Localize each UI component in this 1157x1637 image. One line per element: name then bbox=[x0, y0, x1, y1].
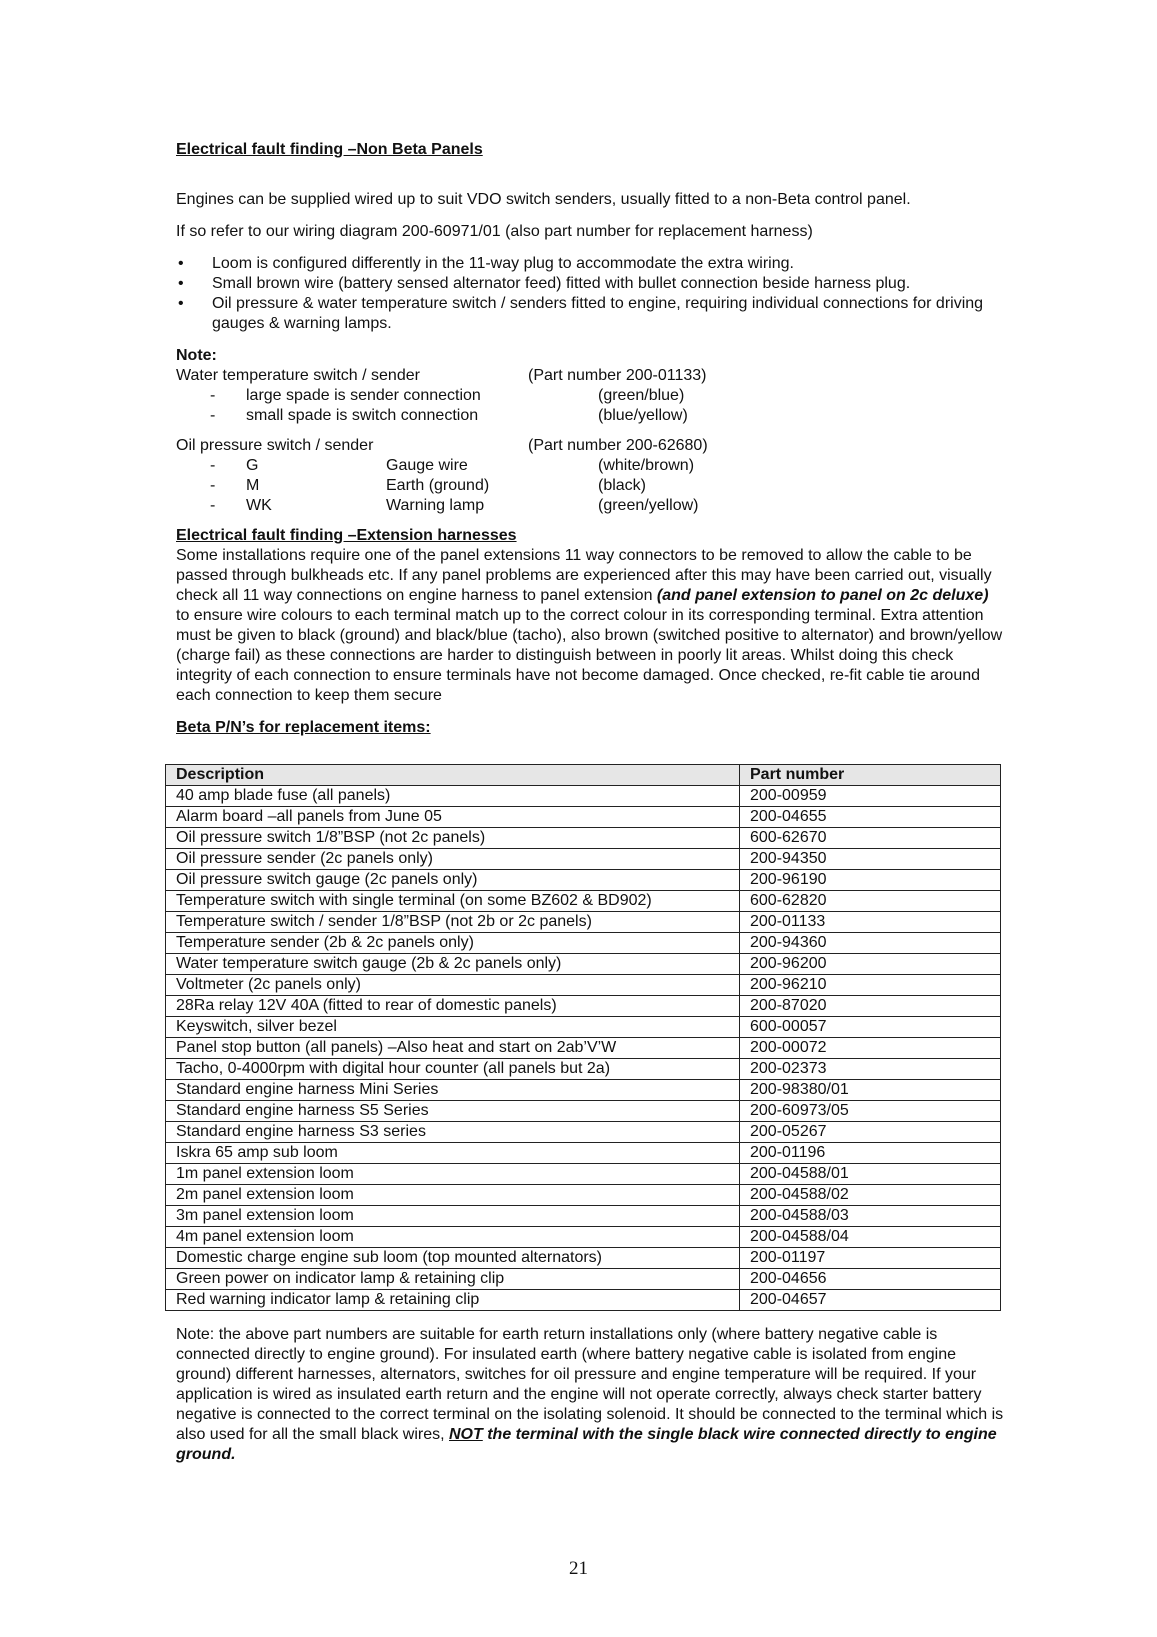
table-row bbox=[166, 1143, 1001, 1164]
table-row bbox=[166, 1269, 1001, 1290]
part-number-cell: 200-96190 bbox=[740, 870, 1001, 891]
part-number-cell: 200-96200 bbox=[740, 954, 1001, 975]
water-sender-title: Water temperature switch / sender bbox=[176, 367, 420, 384]
heading-non-beta-panels: Electrical fault finding –Non Beta Panels bbox=[176, 141, 483, 158]
table-row bbox=[166, 912, 1001, 933]
table-row bbox=[166, 807, 1001, 828]
description-cell: Water temperature switch gauge (2b & 2c panels only) bbox=[166, 954, 740, 975]
list-item: • Small brown wire (battery sensed alternator feed) fitted with bullet connection beside harness plug. bbox=[178, 275, 911, 292]
description-cell: Standard engine harness S5 Series bbox=[166, 1101, 740, 1122]
list-item: • Oil pressure & water temperature switch / senders fitted to engine, requiring individual connections for driving gauges & warning lamps. bbox=[178, 295, 984, 332]
table-row bbox=[166, 1038, 1001, 1059]
bullet-icon: • bbox=[178, 255, 184, 272]
table-header-row bbox=[166, 765, 1001, 786]
description-cell: Alarm board –all panels from June 05 bbox=[166, 807, 740, 828]
table-row bbox=[166, 1080, 1001, 1101]
table-row bbox=[166, 1101, 1001, 1122]
description-cell: Oil pressure switch gauge (2c panels only) bbox=[166, 870, 740, 891]
description-cell: Temperature switch with single terminal (on some BZ602 & BD902) bbox=[166, 891, 740, 912]
table-row bbox=[166, 996, 1001, 1017]
part-number-cell: 600-62670 bbox=[740, 828, 1001, 849]
oil-sender-part: (Part number 200-62680) bbox=[528, 437, 708, 454]
description-cell: Green power on indicator lamp & retaining clip bbox=[166, 1269, 740, 1290]
table-row bbox=[166, 1248, 1001, 1269]
parts-table bbox=[165, 764, 1001, 1311]
table-row bbox=[166, 1290, 1001, 1311]
description-cell: 1m panel extension loom bbox=[166, 1164, 740, 1185]
table-row bbox=[166, 849, 1001, 870]
part-number-cell: 200-04656 bbox=[740, 1269, 1001, 1290]
note-label: Note: bbox=[176, 347, 217, 364]
part-number-cell: 200-96210 bbox=[740, 975, 1001, 996]
description-cell: Temperature sender (2b & 2c panels only) bbox=[166, 933, 740, 954]
bullet-icon: • bbox=[178, 295, 184, 312]
part-number-cell: 200-60973/05 bbox=[740, 1101, 1001, 1122]
part-number-cell: 600-00057 bbox=[740, 1017, 1001, 1038]
document-page bbox=[176, 140, 1006, 1465]
part-number-cell: 200-94360 bbox=[740, 933, 1001, 954]
description-cell: Temperature switch / sender 1/8”BSP (not 2b or 2c panels) bbox=[166, 912, 740, 933]
oil-sender-title-row bbox=[176, 436, 1006, 456]
part-number-cell: 200-04588/03 bbox=[740, 1206, 1001, 1227]
table-row bbox=[166, 1206, 1001, 1227]
bullet-icon: • bbox=[178, 275, 184, 292]
description-cell: Iskra 65 amp sub loom bbox=[166, 1143, 740, 1164]
part-number-cell: 200-87020 bbox=[740, 996, 1001, 1017]
column-header-description: Description bbox=[166, 765, 740, 786]
extension-harness-paragraph: Some installations require one of the panel extensions 11 way connectors to be removed to allow the cable to be passed through bulkheads etc. If any panel problems are experienced after this may have been carried out, visually check all 11 way connections on engine harness to panel extension (and panel extension to panel on 2c deluxe) to ensure wire colours to each terminal match up to the correct colour in its corresponding terminal. Extra attention must be given to black (ground) and black/blue (tacho), also brown (switched positive to alternator) and brown/yellow (charge fail) as these connections are harder to distinguish between in poorly lit areas. Whilst doing this check integrity of each connection to ensure terminals have not become damaged. Once checked, re-fit cable tie around each connection to keep them secure bbox=[176, 547, 1003, 704]
description-cell: Oil pressure sender (2c panels only) bbox=[166, 849, 740, 870]
description-cell: Keyswitch, silver bezel bbox=[166, 1017, 740, 1038]
intro-paragraph-2: If so refer to our wiring diagram 200-60971/01 (also part number for replacement harness) bbox=[176, 223, 813, 240]
table-row bbox=[166, 891, 1001, 912]
oil-sender-row: - G Gauge wire (white/brown) bbox=[210, 457, 695, 474]
table-row bbox=[166, 1185, 1001, 1206]
column-header-part-number: Part number bbox=[740, 765, 1001, 786]
water-sender-row: - large spade is sender connection (green/blue) bbox=[210, 387, 685, 404]
part-number-cell: 200-05267 bbox=[740, 1122, 1001, 1143]
part-number-cell: 200-98380/01 bbox=[740, 1080, 1001, 1101]
table-row bbox=[166, 1164, 1001, 1185]
table-row bbox=[166, 870, 1001, 891]
part-number-cell: 200-01133 bbox=[740, 912, 1001, 933]
description-cell: Tacho, 0-4000rpm with digital hour counter (all panels but 2a) bbox=[166, 1059, 740, 1080]
water-sender-title-row bbox=[176, 366, 1006, 386]
oil-sender-title: Oil pressure switch / sender bbox=[176, 437, 374, 454]
water-sender-part: (Part number 200-01133) bbox=[528, 367, 707, 384]
table-row bbox=[166, 828, 1001, 849]
description-cell: Standard engine harness Mini Series bbox=[166, 1080, 740, 1101]
description-cell: 3m panel extension loom bbox=[166, 1206, 740, 1227]
page-number: 21 bbox=[569, 1558, 588, 1579]
description-cell: 40 amp blade fuse (all panels) bbox=[166, 786, 740, 807]
water-sender-row: - small spade is switch connection (blue/yellow) bbox=[210, 407, 688, 424]
parts-table-body bbox=[166, 786, 1001, 1311]
description-cell: Red warning indicator lamp & retaining clip bbox=[166, 1290, 740, 1311]
part-number-cell: 200-00959 bbox=[740, 786, 1001, 807]
bullet-list bbox=[176, 254, 1006, 334]
oil-sender-row: - M Earth (ground) (black) bbox=[210, 477, 647, 494]
description-cell: Voltmeter (2c panels only) bbox=[166, 975, 740, 996]
intro-paragraph-1: Engines can be supplied wired up to suit VDO switch senders, usually fitted to a non-Beta control panel. bbox=[176, 191, 911, 208]
description-cell: Domestic charge engine sub loom (top mounted alternators) bbox=[166, 1248, 740, 1269]
table-row bbox=[166, 1227, 1001, 1248]
table-row bbox=[166, 933, 1001, 954]
earth-return-note: Note: the above part numbers are suitable for earth return installations only (where battery negative cable is connected directly to engine ground). For insulated earth (where battery negative cable is isolated from engine ground) different harnesses, alternators, switches for oil pressure and engine temperature will be required. If your application is wired as insulated earth return and the engine will not operate correctly, always check starter battery negative is connected to the correct terminal on the isolating solenoid. It should be connected to the terminal which is also used for all the small black wires, NOT the terminal with the single black wire connected directly to engine ground. bbox=[176, 1326, 1004, 1463]
heading-replacement-items: Beta P/N’s for replacement items: bbox=[176, 719, 431, 736]
table-row bbox=[166, 1059, 1001, 1080]
description-cell: 4m panel extension loom bbox=[166, 1227, 740, 1248]
part-number-cell: 200-02373 bbox=[740, 1059, 1001, 1080]
part-number-cell: 200-04588/02 bbox=[740, 1185, 1001, 1206]
part-number-cell: 200-01197 bbox=[740, 1248, 1001, 1269]
description-cell: 28Ra relay 12V 40A (fitted to rear of domestic panels) bbox=[166, 996, 740, 1017]
description-cell: Panel stop button (all panels) –Also heat and start on 2ab’V’W bbox=[166, 1038, 740, 1059]
part-number-cell: 200-01196 bbox=[740, 1143, 1001, 1164]
table-row bbox=[166, 1017, 1001, 1038]
description-cell: Oil pressure switch 1/8”BSP (not 2c panels) bbox=[166, 828, 740, 849]
table-row bbox=[166, 975, 1001, 996]
oil-sender-row: - WK Warning lamp (green/yellow) bbox=[210, 497, 699, 514]
table-row bbox=[166, 786, 1001, 807]
part-number-cell: 200-04588/01 bbox=[740, 1164, 1001, 1185]
list-item: • Loom is configured differently in the 11-way plug to accommodate the extra wiring. bbox=[178, 255, 794, 272]
part-number-cell: 200-94350 bbox=[740, 849, 1001, 870]
part-number-cell: 200-04657 bbox=[740, 1290, 1001, 1311]
part-number-cell: 200-00072 bbox=[740, 1038, 1001, 1059]
table-row bbox=[166, 1122, 1001, 1143]
description-cell: Standard engine harness S3 series bbox=[166, 1122, 740, 1143]
heading-extension-harnesses: Electrical fault finding –Extension harnesses bbox=[176, 527, 517, 544]
part-number-cell: 200-04655 bbox=[740, 807, 1001, 828]
table-row bbox=[166, 954, 1001, 975]
part-number-cell: 600-62820 bbox=[740, 891, 1001, 912]
description-cell: 2m panel extension loom bbox=[166, 1185, 740, 1206]
part-number-cell: 200-04588/04 bbox=[740, 1227, 1001, 1248]
